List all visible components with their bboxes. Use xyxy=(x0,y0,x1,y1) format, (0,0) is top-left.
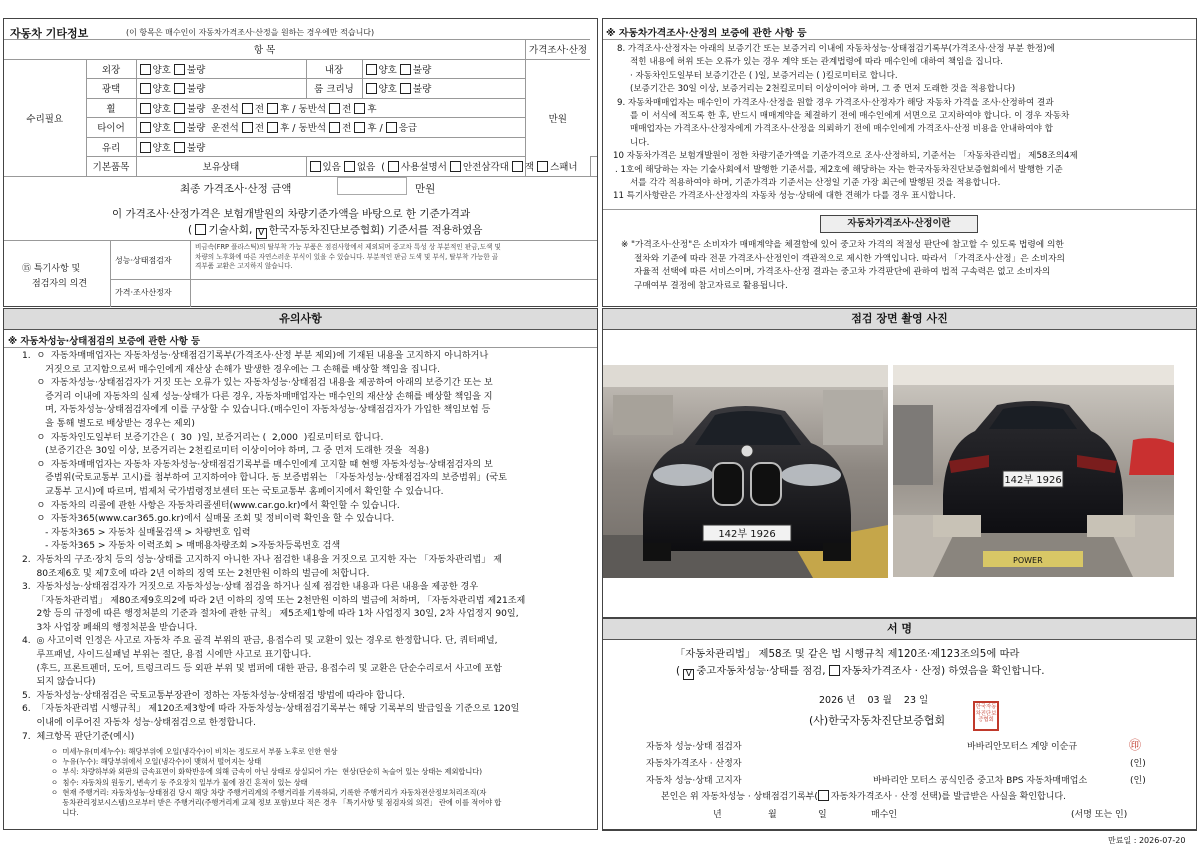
bad-label: 불량 xyxy=(412,84,432,96)
item-10-line: 서를 각각 적용하여야 하며, 기준가격과 기준서는 산정일 기준 가장 최근에 발행된 것을 적용합니다. xyxy=(630,178,1001,189)
driver-label: 운전석 xyxy=(211,123,239,135)
notice-line: ㅇ 침수: 자동차의 원동기, 변속기 등 주요장치 일부가 물에 잠긴 흔적이 있는 상태 xyxy=(51,777,308,787)
front-label: 전 xyxy=(254,123,265,135)
notice-line: 1. ㅇ 자동차매매업자는 자동차성능·상태점검기록부(가격조사·산정 부분 제외)에 기재된 내용을 고지하지 아니하거나 xyxy=(22,351,489,361)
jack-label: 잭 xyxy=(524,162,535,174)
item-9-line: 매매업자는 가격조사·산정자에게 가격조사·산정을 의뢰하기 전에 매수인에게 가격조사·산정 비용을 안내하여야 합 xyxy=(630,124,1053,135)
item-9-line: 9. 자동차매매업자는 매수인이 가격조사·산정을 원할 경우 가격조사·산정자가 해당 자동차 가격을 조사·산정하여 결과 xyxy=(617,97,1054,108)
bad-label: 불량 xyxy=(186,142,206,154)
notice-line: 교통부 고시)에 따르며, 법제처 국가법령정보센터 또는 국토교통부 홈페이지에서 확인할 수 있습니다. xyxy=(22,486,444,497)
kaida-label: 한국자동차진단보증협회) 기준서를 적용하였음 xyxy=(268,224,483,236)
repair-table: 항 목 가격조사·산정 수리필요 외장 양호 불량 내장 양호 불량 만원 광택 양호 불량 룸 크리닝 양호 불량 휠 양호 불량 운전석 전 후 / 동반석 전 후 타이어 양호 불량 운전석 전 후 / 동반석 전 후 / 응급 유리 양호 불량 기본품목 보유상태 있음 없음 ( 사용설명서 안전삼각대 잭 스패너 xyxy=(4,39,597,177)
repair-needed-label: 수리필요 xyxy=(4,59,86,176)
item-8-line: 8. 가격조사·산정자는 아래의 보증기간 또는 보증거리 이내에 자동차성능·상태점검기록부(가격조사·산정 부분 한정)에 xyxy=(617,44,1055,54)
notice-line: 3. 자동차성능·상태점검자가 거짓으로 자동차성능·상태 점검을 하거나 실제 점검한 내용과 다른 내용을 제공한 경우 xyxy=(22,582,479,593)
receipt-price-checkbox[interactable] xyxy=(818,790,829,801)
rear-label: 후 xyxy=(280,103,290,115)
none-label: 없음 xyxy=(356,162,376,174)
notifier-row-mark: (인) xyxy=(1130,776,1146,786)
appraisal-line: 자율적 선택에 따른 서비스이며, 가격조사·산정 결과는 중고차 가격판단에 관하여 법적 구속력은 없고 소비자의 xyxy=(634,267,1051,278)
basis-line-1: 이 가격조사·산정가격은 보험개발원의 차량기준가액을 바탕으로 한 기준가격과 xyxy=(112,208,471,220)
notice-body xyxy=(22,350,525,744)
price-appraisal-checkbox[interactable] xyxy=(829,665,840,676)
row-wheel: 휠 xyxy=(86,98,136,118)
rear-car-image xyxy=(893,365,1174,577)
notice-line: 며, 자동차성능·상태점검자에게 이를 구상할 수 있습니다.(매수인이 자동차성능·상태점검자가 가입한 책임보험 등 xyxy=(22,405,491,416)
inspector-row-label: 자동차 성능·상태 점검자 xyxy=(646,742,742,752)
notice-line: ㅇ 자동차매매업자는 자동차 자동차성능·상태점검기록부를 매수인에게 고지할 때 현행 자동차성능·상태점검자의 보 xyxy=(22,459,493,470)
notice-line: 4. ◎ 사고이력 인정은 사고로 자동차 주요 골격 부위의 판금, 용접수리 및 교환이 있는 경우로 한정합니다. 단, 쿼터패널, xyxy=(22,636,498,647)
inspector-opinion-line: 비금속(FRP 플라스틱)의 탈부착 가능 부품은 점검사항에서 제외되며 중고차 특성 상 부분적인 판금,도색 및 xyxy=(195,243,501,251)
glass-bad-checkbox[interactable] xyxy=(174,142,185,153)
item-8-line: · 자동차인도일부터 보증기간은 ( )일, 보증거리는 ( )킬로미터로 합니다. xyxy=(630,70,898,81)
driver-label: 운전석 xyxy=(211,103,239,115)
association-seal: 한국자동차진단보증협회 xyxy=(973,701,999,731)
expiry-date: 만료일 : 2026-07-20 xyxy=(1108,836,1186,845)
item-10-line: 10 자동차가격은 보험개발원이 정한 차량기준가액을 기준가격으로 조사·산정하되, 기준서는 「자동차관리법」 제58조의4제 xyxy=(613,151,1078,162)
tire-good-checkbox[interactable] xyxy=(140,122,151,133)
final-price-unit: 만원 xyxy=(415,183,436,195)
triangle-label: 안전삼각대 xyxy=(462,162,509,174)
check-criteria xyxy=(51,747,501,818)
have-label: 있음 xyxy=(322,162,341,174)
inspector-opinion xyxy=(195,243,501,272)
photo-panel xyxy=(602,308,1197,618)
special-notes-section xyxy=(4,240,597,306)
notice-line: 동차관리정보시스템)으로부터 받은 주행거리(주행거리계 교체 정보 포함)보다 적은 경우 「특기사항 및 점검자의 의견」 란에 이를 적어야 합 xyxy=(51,798,502,808)
inspector-stamp: ㊞ xyxy=(1129,738,1142,752)
notice-line: - 자동차365 > 자동차 실매물검색 > 차량번호 입력 xyxy=(22,527,251,538)
basic-items-label: 기본품목 xyxy=(86,157,136,177)
manual-checkbox[interactable] xyxy=(388,161,399,172)
rear-label: 후 xyxy=(367,123,377,135)
basis-line-2 xyxy=(188,222,482,239)
receipt-text-a: 본인은 위 자동차성능 · 상태점검기록부( xyxy=(661,792,818,802)
notice-line: ㅇ 자동차성능·상태점검자가 거짓 또는 오류가 있는 자동차성능·상태점검 내용을 제공하여 아래의 보증기간 또는 보 xyxy=(22,378,493,389)
notice-line: 거짓으로 고지함으로써 매수인에게 재산상 손해가 발생한 경우에는 그 손해를 배상할 책임을 집니다. xyxy=(22,364,440,375)
notice-line: 2항 등의 규정에 따른 행정처분의 기준과 절차에 관한 규칙」 제5조제1항에 따라 1차 사업정지 30일, 2차 사업정지 90일, xyxy=(22,609,519,620)
receipt-year-unit: 년 xyxy=(713,810,722,820)
tire-driver-front-checkbox[interactable] xyxy=(242,122,253,133)
notice-line: ㅇ 자동차365(www.car365.go.kr)에서 실매물 조회 및 정비이력 확인을 할 수 있습니다. xyxy=(22,514,395,525)
notice-line: ㅇ 현재 주행거리: 자동차성능·상태점검 당시 해당 차량 주행거리계의 주행거리를 기록하되, 기록한 주행거리가 자동차전산정보처리조직(자 xyxy=(51,787,487,797)
item-10-line: . 1호에 해당하는 자는 기술사회에서 발행한 기준서를, 제2호에 해당하는 자는 한국자동차진단보증협회에서 발행한 기준 xyxy=(615,164,1063,175)
rear-plate-text: 142부 1926 xyxy=(1004,475,1062,486)
notice-subtitle: ※ 자동차성능·상태점검의 보증에 관한 사항 등 xyxy=(8,336,201,347)
inspector-row-value: 바바리안모터스 계양 이순규 xyxy=(967,742,1078,752)
inspector-opinion-line: 격부품 교환은 고지하지 않습니다. xyxy=(195,262,293,271)
lift-brand-text: POWER xyxy=(1013,556,1043,565)
notice-line: 80조제6호 및 제7호에 따라 2년 이하의 징역 또는 2천만원 이하의 벌금에 처합니다. xyxy=(22,568,370,579)
association-name: (사)한국자동차진단보증협회 xyxy=(809,714,946,727)
notice-line: ㅇ 미세누유(미세누수): 해당부위에 오일(냉각수)이 비치는 정도로서 부품 노후로 인한 현상 xyxy=(51,747,338,756)
gloss-good-checkbox[interactable] xyxy=(140,83,151,94)
signature-panel xyxy=(602,618,1197,830)
emergency-label: 응급 xyxy=(398,123,418,135)
notice-line: ㅇ 자동차의 리콜에 관한 사항은 자동차리콜센터(www.car.go.kr)에서 확인할 수 있습니다. xyxy=(22,500,400,511)
kaida-checkbox[interactable]: V xyxy=(256,228,267,239)
bad-label: 불량 xyxy=(186,84,206,96)
tire-driver-rear-checkbox[interactable] xyxy=(267,122,278,133)
notice-line: 이내에 이루어진 자동차 성능·상태점검으로 한정합니다. xyxy=(22,718,256,729)
month-unit: 월 xyxy=(882,695,892,706)
year-unit: 년 xyxy=(846,695,856,706)
inspector-opinion-line: 차량의 노후화에 따른 자연스러운 부식이 있을 수 있습니다. 부분적인 판금 도색 및 부식, 탈부착 가능한 골 xyxy=(195,252,499,261)
wheel-driver-front-checkbox[interactable] xyxy=(242,103,253,114)
interior-bad-checkbox[interactable] xyxy=(400,64,411,75)
item-8-line: 적힌 내용에 허위 또는 오류가 있는 경우 계약 또는 관계법령에 따라 매수인에 대하여 책임을 집니다. xyxy=(630,57,1004,68)
appraisal-line: 절차와 기준에 따라 전문 가격조사·산정인이 객관적으로 제시한 가액입니다. 따라서 「가격조사·산정」은 소비자의 xyxy=(634,253,1065,264)
signature-title: 서 명 xyxy=(603,619,1196,640)
notice-line: 2. 자동차의 구조·장치 등의 성능·상태를 고지하지 아니한 자나 점검한 내용을 거짓으로 고지한 자는 「자동차관리법」 제 xyxy=(22,554,503,565)
front-label: 전 xyxy=(254,103,265,115)
notice-line: 6. 「자동차관리법 시행규칙」 제120조제3항에 따라 자동차성능·상태점검기록부는 해당 기록부의 발급일을 기준으로 120일 xyxy=(22,704,520,715)
notice-line: ㅇ 자동차인도일부터 보증기간은 ( 30 )일, 보증거리는 ( 2,000 )킬로미터로 합니다. xyxy=(22,432,384,443)
row-exterior: 외장 xyxy=(86,59,136,79)
wheel-passenger-front-checkbox[interactable] xyxy=(329,103,340,114)
engineers-society-checkbox[interactable] xyxy=(195,224,206,235)
front-label: 전 xyxy=(342,103,352,115)
spanner-label: 스패너 xyxy=(550,162,578,174)
special-label-1: ⑮ 특기사항 및 xyxy=(22,264,81,274)
notifier-row-value: 바바리안 모터스 공식인증 중고차 BPS 자동차매매업소 xyxy=(873,776,1088,786)
appraiser-row-label: 자동차가격조사 · 산정자 xyxy=(646,759,742,769)
room-bad-checkbox[interactable] xyxy=(400,83,411,94)
used-car-inspection-checkbox[interactable]: V xyxy=(683,669,694,680)
item-8-line: (보증기간은 30일 이상, 보증거리는 2천킬로미터 이상이어야 하며, 그 중 먼저 도래한 것을 적용합니다) xyxy=(630,84,1016,95)
jack-checkbox[interactable] xyxy=(512,161,523,172)
appraisal-line: ※ "가격조사·산정"은 소비자가 매매계약을 체결함에 있어 중고차 가격의 적절성 판단에 참고할 수 있도록 법령에 의한 xyxy=(621,240,1064,250)
room-good-checkbox[interactable] xyxy=(366,83,377,94)
tire-passenger-rear-checkbox[interactable] xyxy=(354,122,365,133)
bad-label: 불량 xyxy=(186,64,206,76)
notice-line: ㅇ 누유(누수): 해당부위에서 오일(냉각수)이 맺혀서 떨어지는 상태 xyxy=(51,757,262,767)
item-11-line: 11 특기사항란은 가격조사·산정자의 자동차 성능·상태에 대한 견해가 다를 경우 표시합니다. xyxy=(613,191,956,202)
spanner-checkbox[interactable] xyxy=(537,161,548,172)
day-unit: 일 xyxy=(919,695,929,706)
exterior-good-checkbox[interactable] xyxy=(140,64,151,75)
good-label: 양호 xyxy=(152,64,171,76)
notice-line: 되지 않습니다) xyxy=(22,677,96,688)
buyer-label: 매수인 xyxy=(871,810,898,820)
confirm-line xyxy=(676,662,1044,680)
price-appraisal-label: 자동차가격조사 · 산정) 하였음을 확인합니다. xyxy=(841,665,1045,677)
good-label: 양호 xyxy=(152,142,171,154)
row-glass: 유리 xyxy=(86,137,136,157)
front-photo xyxy=(603,365,888,578)
interior-good-checkbox[interactable] xyxy=(366,64,377,75)
notice-line: 을 통해 별도로 배상받는 경우는 제외) xyxy=(22,418,195,429)
law-line: 「자동차관리법」 제58조 및 같은 법 시행규칙 제120조·제123조의5에 따라 xyxy=(675,648,1020,660)
price-value: 만원 xyxy=(526,59,591,176)
notice-line: 루프패널, 사이드실패널 부위는 절단, 용접 시에만 사고로 표기합니다. xyxy=(22,650,312,661)
final-price-label: 최종 가격조사·산정 금액 xyxy=(180,183,292,195)
buyer-signature-mark: (서명 또는 인) xyxy=(1071,810,1128,820)
bad-label: 불량 xyxy=(412,64,432,76)
receipt-line xyxy=(661,789,1066,802)
final-price-input[interactable] xyxy=(337,177,407,195)
guarantee-body xyxy=(613,43,1078,204)
notice-line: (후드, 프론트펜더, 도어, 트렁크리드 등 외판 부위 및 범퍼에 대한 판금, 용접수리 및 교환은 단순수리로서 사고에 포함 xyxy=(22,663,502,674)
issue-year: 2026 xyxy=(819,695,844,706)
engineers-society-label: 기술사회, xyxy=(208,224,253,236)
wheel-passenger-rear-checkbox[interactable] xyxy=(354,103,365,114)
notice-line: 증거리 이내에 자동차의 실제 성능·상태가 다른 경우, 자동차매매업자는 매수인의 재산상 손해를 배상할 책임을 지 xyxy=(22,391,493,402)
price-guarantee-panel xyxy=(602,18,1197,307)
triangle-checkbox[interactable] xyxy=(450,161,461,172)
paren-open: ( xyxy=(676,665,681,677)
rear-label: 후 xyxy=(367,103,377,115)
gloss-bad-checkbox[interactable] xyxy=(174,83,185,94)
inspector-label: 성능·상태점검자 xyxy=(115,256,172,265)
tire-emergency-checkbox[interactable] xyxy=(386,122,397,133)
vehicle-other-info-panel xyxy=(3,18,598,307)
what-is-appraisal-body xyxy=(621,239,1065,293)
notice-line: 「자동차관리법」 제80조제9호의2에 따라 2년 이하의 징역 또는 2천만원 이하의 벌금에 처하며, 「자동차관리법 제21조제 xyxy=(22,595,526,606)
notice-panel xyxy=(3,308,598,830)
item-9-line: 를 이 서식에 적도록 한 후, 반드시 매매계약을 체결하기 전에 매수인에게 서면으로 고지하여야 합니다. 이 경우 자동차 xyxy=(630,111,1070,122)
notice-line: ㅇ 부식: 차량하부와 외판의 금속표면이 화학반응에 의해 금속이 아닌 상태로 상실되어 가는 현상(단순히 녹슬어 있는 상태는 제외합니다) xyxy=(51,767,483,777)
exterior-bad-checkbox[interactable] xyxy=(174,64,185,75)
row-gloss: 광택 xyxy=(86,79,136,99)
col-price-header: 가격조사·산정 xyxy=(526,40,591,60)
front-label: 전 xyxy=(342,123,352,135)
special-label-2: 점검자의 의견 xyxy=(32,279,88,289)
used-car-inspection-label: 중고자동차성능·상태를 점검, xyxy=(696,665,826,677)
row-possession: 보유상태 xyxy=(136,157,306,177)
rear-photo xyxy=(893,365,1174,577)
row-tire: 타이어 xyxy=(86,118,136,138)
notice-line: - 자동차365 > 자동차 이력조회 > 매매용차량조회 >자동차등록번호 검색 xyxy=(22,541,341,552)
good-label: 양호 xyxy=(378,64,397,76)
good-label: 양호 xyxy=(152,84,171,96)
front-plate-text: 142부 1926 xyxy=(718,529,776,540)
wheel-good-checkbox[interactable] xyxy=(140,103,151,114)
front-car-image xyxy=(603,365,888,578)
rear-label: 후 xyxy=(280,123,290,135)
glass-good-checkbox[interactable] xyxy=(140,142,151,153)
manual-label: 사용설명서 xyxy=(401,162,447,174)
what-is-appraisal-title: 자동차가격조사·산정이란 xyxy=(820,215,978,233)
appraiser-row-mark: (인) xyxy=(1130,759,1146,769)
row-room-clean: 룸 크리닝 xyxy=(306,79,362,99)
receipt-text-b: 자동차가격조사 · 산정 선택)를 발급받은 사실을 확인합니다. xyxy=(830,792,1066,802)
appraiser-label: 가격·조사산정자 xyxy=(115,288,172,297)
bad-label: 불량 xyxy=(186,103,206,115)
notice-line: 증범위(국토교통부 고시)를 첨부하여 고지하여야 합니다. 동 보증범위는 「자동차성능·상태점검자의 보증범위」(국토 xyxy=(22,473,507,484)
wheel-bad-checkbox[interactable] xyxy=(174,103,185,114)
guarantee-title: ※ 자동차가격조사·산정의 보증에 관한 사항 등 xyxy=(606,28,807,39)
notice-line: (보증기간은 30일 이상, 보증거리는 2천킬로미터 이상이어야 하며, 그 중 먼저 도래한 것을 적용) xyxy=(22,446,430,457)
notice-line: 니다. xyxy=(51,808,79,818)
notifier-row-label: 자동차 성능·상태 고지자 xyxy=(646,776,742,786)
issue-day: 23 xyxy=(903,695,916,706)
passenger-label: / 동반석 xyxy=(292,123,327,135)
photo-title: 점검 장면 촬영 사진 xyxy=(603,309,1196,330)
tire-bad-checkbox[interactable] xyxy=(174,122,185,133)
panel-title: 자동차 기타정보 xyxy=(10,27,89,40)
have-checkbox[interactable] xyxy=(310,161,321,172)
notice-title: 유의사항 xyxy=(4,309,597,330)
receipt-month-unit: 월 xyxy=(768,810,777,820)
row-interior: 내장 xyxy=(306,59,362,79)
good-label: 양호 xyxy=(152,103,171,115)
notice-line: 3차 사업장 폐쇄의 행정처분을 받습니다. xyxy=(22,622,198,633)
item-9-line: 니다. xyxy=(630,137,650,148)
panel-note: (이 항목은 매수인이 자동차가격조사·산정을 원하는 경우에만 적습니다) xyxy=(126,28,375,37)
notice-line: 7. 체크항목 판단기준(예시) xyxy=(22,731,135,742)
good-label: 양호 xyxy=(152,123,171,135)
receipt-day-unit: 일 xyxy=(818,810,827,820)
col-item-header: 항 목 xyxy=(4,40,526,60)
bad-label: 불량 xyxy=(186,123,206,135)
wheel-driver-rear-checkbox[interactable] xyxy=(267,103,278,114)
notice-line: 5. 자동차성능·상태점검은 국토교통부장관이 정하는 자동차성능·상태점검 방법에 따라야 합니다. xyxy=(22,690,406,701)
issue-month: 03 xyxy=(867,695,880,706)
appraisal-line: 구매여부 결정에 참고자료로 활용됩니다. xyxy=(634,280,788,291)
passenger-label: / 동반석 xyxy=(292,103,327,115)
paren-open: ( xyxy=(188,224,193,236)
tire-passenger-front-checkbox[interactable] xyxy=(329,122,340,133)
good-label: 양호 xyxy=(378,84,397,96)
issue-date xyxy=(819,692,928,706)
none-checkbox[interactable] xyxy=(344,161,355,172)
